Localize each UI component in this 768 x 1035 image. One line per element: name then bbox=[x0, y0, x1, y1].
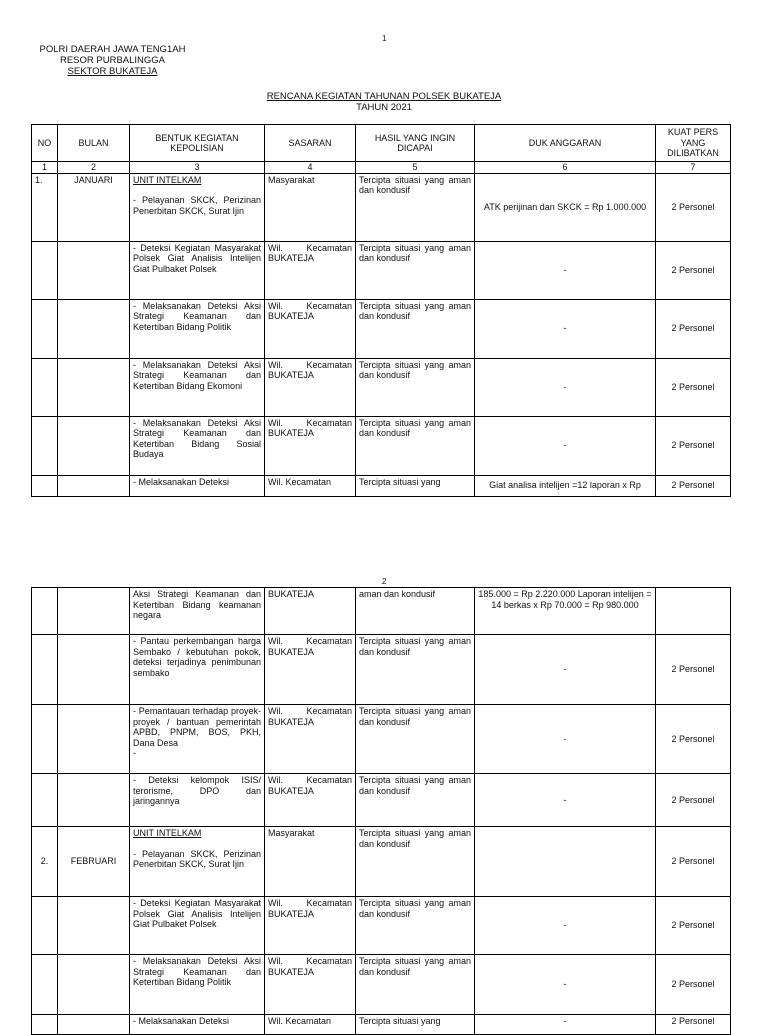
header-cell: NO bbox=[32, 125, 58, 162]
row-result: Tercipta situasi yang aman dan kondusif bbox=[356, 416, 475, 475]
row-month bbox=[58, 635, 130, 705]
row-budget: - bbox=[475, 358, 656, 416]
table-row bbox=[32, 416, 731, 475]
page-number: 2 bbox=[382, 577, 387, 586]
row-target: Masyarakat bbox=[265, 173, 356, 241]
table-row bbox=[32, 1015, 731, 1035]
activity-text: - Pelayanan SKCK, Perizinan Penerbitan SKCK, Surat Ijin bbox=[133, 195, 261, 216]
header-cell: BENTUK KEGIATAN KEPOLISIAN bbox=[130, 125, 265, 162]
row-personnel: 2 Personel bbox=[656, 774, 731, 827]
row-month bbox=[58, 358, 130, 416]
table-row bbox=[32, 475, 731, 496]
header-cell: DUK ANGGARAN bbox=[475, 125, 656, 162]
row-month bbox=[58, 897, 130, 955]
row-activity: - Melaksanakan Deteksi Aksi Strategi Keamanan dan Ketertiban Bidang Politik bbox=[130, 299, 265, 358]
row-result: Tercipta situasi yang aman dan kondusif bbox=[356, 241, 475, 299]
row-personnel: 2 Personel bbox=[656, 827, 731, 897]
row-budget: 185.000 = Rp 2.220.000 Laporan intelijen = 14 berkas x Rp 70.000 = Rp 980.000 bbox=[475, 588, 656, 635]
row-personnel: 2 Personel bbox=[656, 416, 731, 475]
activity-extra: - bbox=[133, 748, 136, 758]
activity-table-page-2 bbox=[31, 587, 731, 1035]
column-number: 4 bbox=[265, 162, 356, 174]
year-line: TAHUN 2021 bbox=[356, 102, 412, 113]
header-cell: HASIL YANG INGIN DICAPAI bbox=[356, 125, 475, 162]
row-budget: - bbox=[475, 241, 656, 299]
table-row bbox=[32, 774, 731, 827]
row-no: 1. bbox=[32, 173, 58, 241]
row-budget: - bbox=[475, 897, 656, 955]
table-row bbox=[32, 955, 731, 1015]
letterhead-line: SEKTOR BUKATEJA bbox=[67, 66, 158, 77]
row-no bbox=[32, 955, 58, 1015]
row-target: Wil. Kecamatan BUKATEJA bbox=[265, 897, 356, 955]
row-no bbox=[32, 588, 58, 635]
letterhead bbox=[30, 44, 195, 77]
row-target: Wil. Kecamatan bbox=[265, 475, 356, 496]
row-activity: - Deteksi Kegiatan Masyarakat Polsek Giat Analisis Intelijen Giat Pulbaket Polsek bbox=[130, 241, 265, 299]
row-target: Wil. Kecamatan BUKATEJA bbox=[265, 774, 356, 827]
row-personnel: 2 Personel bbox=[656, 705, 731, 774]
row-no bbox=[32, 705, 58, 774]
row-activity: - Melaksanakan Deteksi Aksi Strategi Keamanan dan Ketertiban Bidang Sosial Budaya bbox=[130, 416, 265, 475]
row-result: Tercipta situasi yang bbox=[356, 475, 475, 496]
row-budget: - bbox=[475, 1015, 656, 1035]
row-result: Tercipta situasi yang aman dan kondusif bbox=[356, 955, 475, 1015]
row-result: Tercipta situasi yang bbox=[356, 1015, 475, 1035]
row-no bbox=[32, 358, 58, 416]
row-no bbox=[32, 475, 58, 496]
row-activity: - Deteksi Kegiatan Masyarakat Polsek Giat Analisis Intelijen Giat Pulbaket Polsek bbox=[130, 897, 265, 955]
table-row bbox=[32, 635, 731, 705]
letterhead-line: RESOR PURBALINGGA bbox=[59, 55, 166, 66]
header-cell: KUAT PERS YANG DILIBATKAN bbox=[656, 125, 731, 162]
row-personnel: 2 Personel bbox=[656, 475, 731, 496]
column-number: 5 bbox=[356, 162, 475, 174]
header-cell: SASARAN bbox=[265, 125, 356, 162]
activity-text: - Pelayanan SKCK, Perizinan Penerbitan SKCK, Surat Ijin bbox=[133, 848, 261, 869]
table-row bbox=[32, 299, 731, 358]
row-personnel bbox=[656, 588, 731, 635]
column-number-row bbox=[32, 162, 731, 174]
title-line: RENCANA KEGIATAN TAHUNAN POLSEK BUKATEJA bbox=[266, 91, 502, 102]
row-month bbox=[58, 588, 130, 635]
row-no bbox=[32, 635, 58, 705]
table-row bbox=[32, 588, 731, 635]
row-result: Tercipta situasi yang aman dan kondusif bbox=[356, 705, 475, 774]
letterhead-line: POLRI DAERAH JAWA TENG1AH bbox=[39, 44, 186, 55]
page-number: 1 bbox=[382, 34, 387, 43]
row-result: Tercipta situasi yang aman dan kondusif bbox=[356, 897, 475, 955]
document-title bbox=[0, 91, 768, 113]
row-no bbox=[32, 416, 58, 475]
row-personnel: 2 Personel bbox=[656, 299, 731, 358]
row-result: Tercipta situasi yang aman dan kondusif bbox=[356, 635, 475, 705]
row-no bbox=[32, 897, 58, 955]
row-month bbox=[58, 774, 130, 827]
row-personnel: 2 Personel bbox=[656, 358, 731, 416]
row-activity: - Melaksanakan Deteksi bbox=[130, 1015, 265, 1035]
row-personnel: 2 Personel bbox=[656, 897, 731, 955]
row-budget: - bbox=[475, 635, 656, 705]
row-target: BUKATEJA bbox=[265, 588, 356, 635]
header-cell: BULAN bbox=[58, 125, 130, 162]
activity-table-page-1 bbox=[31, 124, 731, 497]
row-personnel: 2 Personel bbox=[656, 955, 731, 1015]
activity-text: - Pemantauan terhadap proyek-proyek / bantuan pemerintah APBD, PNPM, BOS, PKH, Dana Desa bbox=[133, 706, 261, 748]
row-target: Wil. Kecamatan BUKATEJA bbox=[265, 635, 356, 705]
row-budget: - bbox=[475, 705, 656, 774]
row-target: Wil. Kecamatan BUKATEJA bbox=[265, 299, 356, 358]
row-budget: Giat analisa intelijen =12 laporan x Rp bbox=[475, 475, 656, 496]
table-row bbox=[32, 358, 731, 416]
row-month: FEBRUARI bbox=[58, 827, 130, 897]
row-budget: ATK perijinan dan SKCK = Rp 1.000.000 bbox=[475, 173, 656, 241]
unit-label: UNIT INTELKAM bbox=[133, 828, 202, 838]
row-personnel: 2 Personel bbox=[656, 173, 731, 241]
row-result: Tercipta situasi yang aman dan kondusif bbox=[356, 173, 475, 241]
row-result: Tercipta situasi yang aman dan kondusif bbox=[356, 827, 475, 897]
row-target: Wil. Kecamatan bbox=[265, 1015, 356, 1035]
row-month bbox=[58, 416, 130, 475]
row-target: Wil. Kecamatan BUKATEJA bbox=[265, 358, 356, 416]
row-no bbox=[32, 1015, 58, 1035]
column-number: 6 bbox=[475, 162, 656, 174]
row-month bbox=[58, 241, 130, 299]
row-target: Wil. Kecamatan BUKATEJA bbox=[265, 705, 356, 774]
row-result: Tercipta situasi yang aman dan kondusif bbox=[356, 299, 475, 358]
row-budget: - bbox=[475, 774, 656, 827]
row-activity: - Melaksanakan Deteksi bbox=[130, 475, 265, 496]
row-month bbox=[58, 955, 130, 1015]
row-result: aman dan kondusif bbox=[356, 588, 475, 635]
row-budget: - bbox=[475, 299, 656, 358]
row-budget: - bbox=[475, 955, 656, 1015]
row-personnel: 2 Personel bbox=[656, 1015, 731, 1035]
column-number: 2 bbox=[58, 162, 130, 174]
row-month bbox=[58, 299, 130, 358]
table-row bbox=[32, 173, 731, 241]
row-no: 2. bbox=[32, 827, 58, 897]
row-activity: - Deteksi kelompok ISIS/ terorisme, DPO dan jaringannya bbox=[130, 774, 265, 827]
table-row bbox=[32, 241, 731, 299]
row-activity bbox=[130, 173, 265, 241]
row-budget bbox=[475, 827, 656, 897]
column-number: 1 bbox=[32, 162, 58, 174]
row-month bbox=[58, 705, 130, 774]
column-number: 7 bbox=[656, 162, 731, 174]
unit-label: UNIT INTELKAM bbox=[133, 174, 202, 185]
row-activity bbox=[130, 827, 265, 897]
table-row bbox=[32, 897, 731, 955]
row-personnel: 2 Personel bbox=[656, 241, 731, 299]
row-no bbox=[32, 774, 58, 827]
table-header-row bbox=[32, 125, 731, 162]
row-activity: Aksi Strategi Keamanan dan Ketertiban Bidang keamanan negara bbox=[130, 588, 265, 635]
row-activity: - Melaksanakan Deteksi Aksi Strategi Keamanan dan Ketertiban Bidang Ekomoni bbox=[130, 358, 265, 416]
row-activity: - Melaksanakan Deteksi Aksi Strategi Keamanan dan Ketertiban Bidang Politik bbox=[130, 955, 265, 1015]
row-activity bbox=[130, 705, 265, 774]
row-target: Wil. Kecamatan BUKATEJA bbox=[265, 241, 356, 299]
column-number: 3 bbox=[130, 162, 265, 174]
row-no bbox=[32, 241, 58, 299]
table-row bbox=[32, 827, 731, 897]
row-month bbox=[58, 1015, 130, 1035]
row-target: Masyarakat bbox=[265, 827, 356, 897]
row-activity: - Pantau perkembangan harga Sembako / kebutuhan pokok, deteksi terjadinya penimbunan sembako bbox=[130, 635, 265, 705]
row-target: Wil. Kecamatan BUKATEJA bbox=[265, 416, 356, 475]
row-personnel: 2 Personel bbox=[656, 635, 731, 705]
row-result: Tercipta situasi yang aman dan kondusif bbox=[356, 774, 475, 827]
row-budget: - bbox=[475, 416, 656, 475]
row-month bbox=[58, 475, 130, 496]
row-month: JANUARI bbox=[58, 173, 130, 241]
row-result: Tercipta situasi yang aman dan kondusif bbox=[356, 358, 475, 416]
table-row bbox=[32, 705, 731, 774]
row-target: Wil. Kecamatan BUKATEJA bbox=[265, 955, 356, 1015]
row-no bbox=[32, 299, 58, 358]
